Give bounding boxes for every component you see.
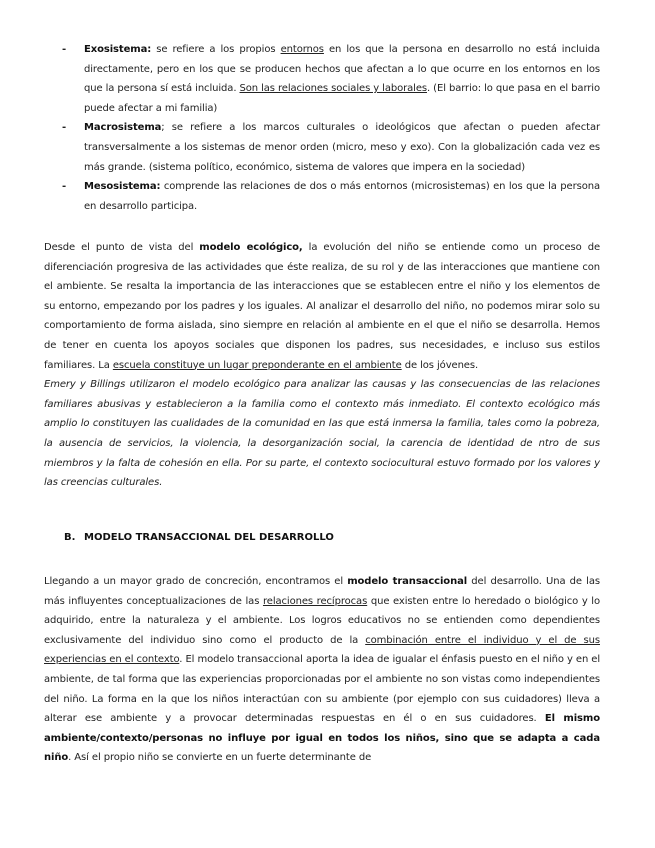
term-exosistema: Exosistema: [84,44,152,55]
underlined-relaciones: Son las relaciones sociales y laborales [239,83,428,95]
term-mesosistema: Mesosistema: [84,181,161,193]
text: del desarrollo. Una de las más influyentes conceptualizaciones de las [44,576,600,607]
text: . (El barrio: lo que pasa en el barrio puede afectar a mi familia) [84,83,600,114]
paragraph-body [44,238,600,375]
text: . Así el propio niño se convierte en un fuerte determinante de [68,752,372,764]
list-item-mesosistema [44,177,600,216]
heading-number: B. [64,532,76,543]
term-macrosistema: Macrosistema [84,122,162,134]
text: Llegando a un mayor grado de concreción, encontramos el [44,576,348,587]
bold-mismo-ambiente: El mismo ambiente/contexto/personas no influye por igual en todos los niños, sino que se adapta a cada niño [44,713,600,764]
underlined-combinacion: combinación entre el individuo y el de sus experiencias en el contexto [44,634,600,666]
text: se refiere a los propios [151,44,281,55]
list-bullet: - [62,44,67,55]
list-item-macrosistema [44,118,600,177]
list-bullet: - [62,122,67,134]
underlined-escuela: escuela constituye un lugar preponderante en el ambiente [112,359,402,371]
text: Desde el punto de vista del [44,242,200,253]
text: en los que la persona en desarrollo no está incluida directamente, pero en los que se producen hechos que afectan a lo que ocurre en los entornos en los que la persona sí está incluida. [84,44,600,95]
paragraph-modelo-transaccional [44,572,600,768]
paragraph-modelo-ecologico [44,238,600,493]
text: la evolución del niño se entiende como un proceso de diferenciación progresiva de las actividades que éste realiza, de su rol y de las interacciones que mantiene con el ambiente. Se resalta la importancia de las interacciones que se establecen entre el niño y los elementos de su entorno, empezando por los padres y los iguales. Al analizar el desarrollo del niño, no podemos mirar solo su comportamiento de forma aislada, sino siempre en relación al ambiente en el que el niño se desarrolla. Hemos de tener en cuenta los apoyos sociales que disponen los padres, sus necesidades, e incluso sus estilos familiares. La [44,242,600,371]
list-bullet: - [62,181,67,193]
bold-modelo-transaccional: modelo transaccional [347,576,468,587]
underlined-entornos: entornos [280,44,324,55]
heading-title: MODELO TRANSACCIONAL DEL DESARROLLO [84,532,334,543]
text: que existen entre lo heredado o biológico y lo adquirido, entre la naturaleza y el ambiente. Los logros educativos no se entienden como dependientes exclusivamente del individuo sino como el producto de la [44,595,601,646]
text: ; se refiere a los marcos culturales o ideológicos que afectan o pueden afectar transversalmente a los sistemas de menor orden (micro, meso y exo). Con la globalización cada vez es más grande. (sistema político, económico, sistema de valores que impera en la sociedad) [84,122,600,173]
text: de los jóvenes. [401,359,479,371]
text: . El modelo transaccional aporta la idea de igualar el énfasis puesto en el niño y en el ambiente, de tal forma que las experiencias proporcionadas por el ambiente no son vistas como independientes del niño. La forma en la que los niños interactúan con su ambiente (por ejemplo con sus cuidadores) lleva a alterar ese ambiente y a provocar determinadas respuestas en él o en sus cuidadores. [44,654,600,725]
underlined-relaciones-reciprocas: relaciones recíprocas [262,595,368,607]
text: comprende las relaciones de dos o más entornos (microsistemas) en los que la persona en desarrollo participa. [84,181,600,212]
italic-paragraph: Emery y Billings utilizaron el modelo ecológico para analizar las causas y las consecuencias de las relaciones familiares abusivas y establecieron a la familia como el contexto más inmediato. El contexto ecológico más amplio lo constituyen las cualidades de la comunidad en las que está inmersa la familia, tales como la pobreza, la ausencia de servicios, la violencia, la desorganización social, la carencia de identidad de ntro de sus miembros y la falta de cohesión en ella. Por su parte, el contexto sociocultural estuvo formado por los valores y las creencias culturales. [44,379,600,489]
section-heading [64,532,334,543]
systems-list [44,40,600,216]
bold-modelo-ecologico: modelo ecológico, [199,242,303,253]
list-item-exosistema [44,40,600,118]
